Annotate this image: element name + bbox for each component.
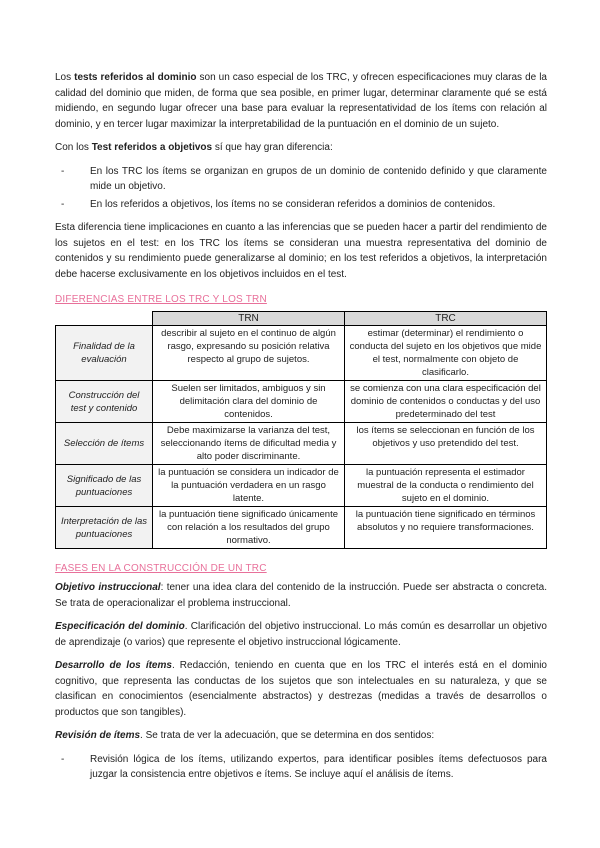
table-row [56,381,547,423]
implications-paragraph: Esta diferencia tiene implicaciones en cuanto a las inferencias que se pueden hacer a partir del rendimiento de los sujetos en el test: en los TRC los ítems se consideran una muestra representativa del dominio de contenidos y su rendimiento puede generalizarse al dominio; en los test referidos a objetivos, la interpretación debe hacerse exclusivamente en los objetivos incluidos en el test. [55,222,547,280]
document-page [55,70,547,791]
trn-cell: la puntuación tiene significado únicamente con relación a los resultados del grupo normativo. [153,507,345,549]
table-row [56,465,547,507]
phase-term: Desarrollo de los ítems [55,660,172,671]
trn-cell: Suelen ser limitados, ambiguos y sin delimitación clara del dominio de contenidos. [153,381,345,423]
row-label: Significado de las puntuaciones [56,465,153,507]
intro-paragraph-objectives: Con los Test referidos a objetivos sí que hay gran diferencia: [55,142,333,153]
table-corner [56,312,153,326]
row-label: Finalidad de la evaluación [56,326,153,381]
trn-cell: describir al sujeto en el continuo de algún rasgo, expresando su posición relativa respecto al grupo de sujetos. [153,326,345,381]
table-row [56,423,547,465]
row-label: Interpretación de las puntuaciones [56,507,153,549]
trc-cell: la puntuación tiene significado en términos absolutos y no requiere transformaciones. [345,507,547,549]
row-label: Construcción del test y contenido [56,381,153,423]
trc-cell: los ítems se seleccionan en función de los objetivos y uso pretendido del test. [345,423,547,465]
phase-paragraph: Objetivo instruccional: tener una idea clara del contenido de la instrucción. Puede ser abstracta o concreta. Se trata de operacionalizar el problema instruccional. [55,582,547,609]
intro-paragraph-domain: Los tests referidos al dominio son un caso especial de los TRC, y ofrecen especificaciones muy claras de la calidad del dominio que miden, de forma que sea posible, en primer lugar, determinar claramente qué se está midiendo, en segundo lugar ofrecer una base para evaluar la representatividad de los ítems con relación al dominio, y en tercer lugar maximizar la interpretabilidad de la puntuación en el dominio de un sujeto. [55,72,547,130]
table-row [56,326,547,381]
trn-cell: la puntuación se considera un indicador de la puntuación verdadera en un rasgo latente. [153,465,345,507]
phases-heading: FASES EN LA CONSTRUCCIÓN DE UN TRC [55,563,267,574]
phase-paragraph: Revisión de ítems. Se trata de ver la adecuación, que se determina en dos sentidos: [55,730,435,741]
table-header-row [56,312,547,326]
term-domain-tests: tests referidos al dominio [74,72,197,83]
list-item: - Revisión lógica de los ítems, utilizando expertos, para identificar posibles ítems defectuosos para juzgar la consistencia entre objetivos e ítems. Se incluye aquí el análisis de ítems. [61,753,547,780]
row-label: Selección de ítems [56,423,153,465]
column-header-trc: TRC [345,312,547,326]
phase-paragraph: Desarrollo de los ítems. Redacción, teniendo en cuenta que en los TRC el interés está en el dominio cognitivo, que representa las conductas de los sujetos que son intelectuales en su naturaleza, y que se clasifican en conocimientos (esencialmente abstractos) y destrezas (medidas a través de desarrollos o productos que son tangibles). [55,660,547,718]
list-item: - En los referidos a objetivos, los ítems no se consideran referidos a dominios de contenidos. [61,198,496,210]
term-objective-tests: Test referidos a objetivos [91,142,213,153]
phase-term: Revisión de ítems [55,730,141,741]
table-row [56,507,547,549]
phase-paragraph: Especificación del dominio. Clarificación del objetivo instruccional. Lo más común es desarrollar un objetivo de aprendizaje (o varios) que represente el objetivo instruccional lógicamente. [55,621,547,648]
column-header-trn: TRN [153,312,345,326]
phase-term: Objetivo instruccional [55,582,161,593]
trc-cell: estimar (determinar) el rendimiento o conducta del sujeto en los objetivos que mide el test, normalmente con objeto de clasificarlo. [345,326,547,381]
difference-list [55,164,547,213]
review-list [55,752,547,783]
differences-heading: DIFERENCIAS ENTRE LOS TRC Y LOS TRN [55,294,267,305]
phase-term: Especificación del dominio [55,621,185,632]
comparison-table [55,311,547,549]
trn-cell: Debe maximizarse la varianza del test, seleccionando ítems de dificultad media y alto poder discriminante. [153,423,345,465]
trc-cell: se comienza con una clara especificación del dominio de contenidos o conductas y del uso predeterminado del test [345,381,547,423]
trc-cell: la puntuación representa el estimador muestral de la conducta o rendimiento del sujeto en el dominio. [345,465,547,507]
list-item: - En los TRC los ítems se organizan en grupos de un dominio de contenido definido y que claramente mide un objetivo. [61,165,547,192]
